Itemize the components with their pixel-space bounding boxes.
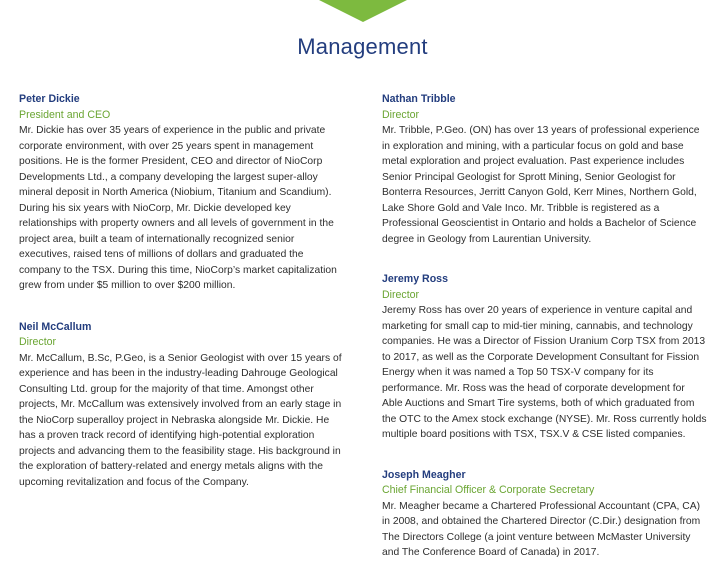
person-role: Director (382, 108, 420, 121)
chevron-down-icon (319, 0, 407, 22)
left-column (19, 92, 344, 490)
person-bio: Jeremy Ross has over 20 years of experience in venture capital and marketing for small cap to mid-tier mining, cannabis, and technology companies. He was a Director of Fission Uranium Corp TSX from 2013 to 2017, as well as the Corporate Development Consultant for Fission Energy when it was named a Top 50 TSX-V company for its performance. Mr. Ross was the head of corporate development for Able Auctions and Smart Tire systems, both of which graduated from the OTC to the Amex stock exchange (NYSE). Mr. Ross currently holds multiple board positions with TSX, TSX.V & CSE listed companies. (382, 305, 707, 440)
person-role: Director (382, 288, 420, 301)
profile-neil-mccallum (19, 320, 344, 491)
right-column (382, 92, 707, 561)
profile-nathan-tribble (382, 92, 707, 247)
person-name: Jeremy Ross (382, 273, 448, 285)
person-role: Chief Financial Officer & Corporate Secretary (382, 484, 595, 496)
profile-jeremy-ross (382, 272, 707, 443)
profile-peter-dickie (19, 92, 344, 294)
person-name: Nathan Tribble (382, 93, 456, 105)
person-name: Joseph Meagher (382, 468, 466, 481)
person-bio: Mr. Tribble, P.Geo. (ON) has over 13 years of professional experience in exploration and mining, with a particular focus on gold and base metal exploration and project evaluation. Past experience includes Senior Principal Geologist for Sprott Mining, Senior Geologist for Bonterra Resources, Jerritt Canyon Gold, Kerr Mines, Northern Gold, Lake Shore Gold and Vale Inco. Mr. Tribble is registered as a Professional Geoscientist in Ontario and holds a Bachelor of Science degree in Geology from Laurentian University. (382, 125, 700, 245)
person-role: President and CEO (19, 108, 111, 121)
person-bio: Mr. McCallum, B.Sc, P.Geo, is a Senior Geologist with over 15 years of experience and has been in the industry-leading Dahrouge Geological Consulting Ltd. group for the majority of that time. Amongst other projects, Mr. McCallum was extensively involved from an early stage in the NioCorp superalloy project in Nebraska alongside Mr. Dickie. He has a proven track record of identifying high-potential exploration projects and advancing them to the feasibility stage. His background in the exploration of battery-related and energy metals aligns with the upcoming revitalization and focus of the Company. (19, 352, 342, 488)
person-bio: Mr. Meagher became a Chartered Professional Accountant (CPA, CA) in 2008, and obtained the Chartered Director (C.Dir.) designation from The Directors College (a joint venture between McMaster University and The Conference Board of Canada) in 2017. (382, 500, 701, 558)
person-bio: Mr. Dickie has over 35 years of experience in the public and private corporate environment, with over 25 years spent in management positions. He is the former President, CEO and director of NioCorp Developments Ltd., a company developing the largest super-alloy mineral deposit in North America (Niobium, Titanium and Scandium). During his six years with NioCorp, Mr. Dickie developed key relationships with property owners and all levels of government in the project area, built a team of internationally recognized senior executives, raised tens of millions of dollars and graduated the company to the TSX. During this time, NioCorp’s market capitalization grew from under $5 million to over $200 million. (19, 125, 337, 291)
person-name: Peter Dickie (19, 93, 80, 105)
person-role: Director (19, 336, 57, 348)
page-title: Management (297, 34, 428, 59)
person-name: Neil McCallum (19, 320, 92, 333)
profile-joseph-meagher (382, 468, 707, 561)
